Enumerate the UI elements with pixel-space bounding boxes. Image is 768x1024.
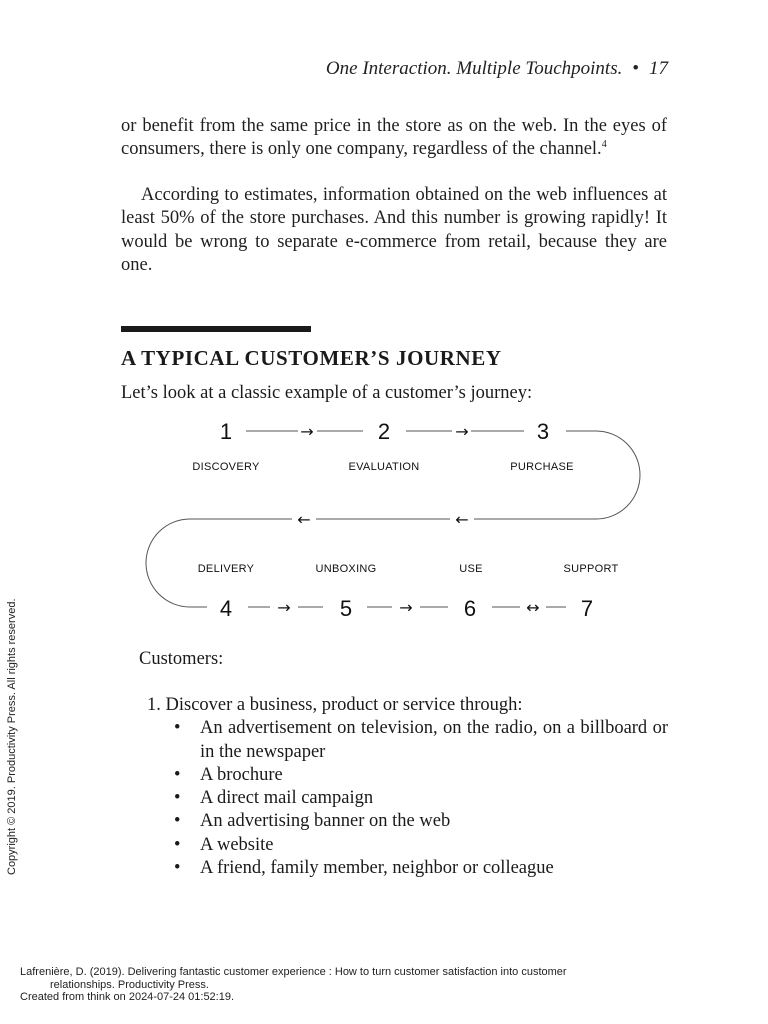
bullet-text: A friend, family member, neighbor or colleague — [200, 858, 554, 879]
citation-line-2: relationships. Productivity Press. — [50, 978, 209, 991]
customers-label: Customers: — [139, 649, 224, 669]
list-item-text: Discover a business, product or service through: — [165, 695, 523, 715]
side-copyright-notice: Copyright © 2019. Productivity Press. All rights reserved. — [6, 598, 18, 875]
journey-step-label-3: PURCHASE — [510, 461, 574, 473]
journey-connectors — [146, 431, 640, 607]
bullet-item — [147, 764, 668, 787]
arrow-both-icon: ↔ — [526, 598, 540, 617]
paragraph-1-text: or benefit from the same price in the store as on the web. In the eyes of consumers, there is only one company, regardless of the channel. — [121, 116, 667, 160]
bullet-icon: • — [174, 788, 181, 809]
journey-step-label-5: UNBOXING — [315, 563, 377, 575]
bullet-item — [147, 810, 668, 833]
arrow-right-icon: → — [399, 598, 413, 617]
citation-line-1: Lafrenière, D. (2019). Delivering fantastic customer experience : How to turn customer satisfaction into customer — [20, 966, 567, 978]
journey-step-number-3: 3 — [536, 419, 550, 444]
arrow-right-icon: → — [300, 422, 314, 441]
bullet-icon: • — [174, 858, 181, 879]
bullet-list — [147, 717, 668, 880]
journey-step-number-4: 4 — [219, 596, 233, 621]
footnote-marker: 4 — [601, 139, 607, 151]
bullet-icon: • — [174, 811, 181, 832]
discovery-list — [147, 694, 668, 880]
bullet-icon: • — [174, 718, 181, 739]
journey-step-number-2: 2 — [377, 419, 391, 444]
bullet-text: An advertising banner on the web — [200, 811, 451, 832]
bullet-text: A website — [200, 834, 274, 855]
bullet-icon: • — [174, 764, 181, 785]
journey-step-label-1: DISCOVERY — [192, 461, 260, 473]
bullet-icon: • — [174, 834, 181, 855]
journey-step-number-7: 7 — [580, 596, 594, 621]
bullet-item — [147, 717, 668, 764]
running-head-title: One Interaction. Multiple Touchpoints. — [325, 58, 623, 79]
paragraph-2: According to estimates, information obtained on the web influences at least 50% of the store purchases. And this number is growing rapidly! It would be wrong to separate e-commerce from retail, because they are one. — [121, 185, 667, 275]
journey-step-label-7: SUPPORT — [563, 563, 619, 575]
bullet-item — [147, 834, 668, 857]
arrow-right-icon: → — [277, 598, 291, 617]
section-heading: A TYPICAL CUSTOMER’S JOURNEY — [121, 346, 502, 370]
arrow-left-icon: ← — [455, 510, 469, 529]
bullet-item — [147, 857, 668, 880]
page-number: 17 — [649, 58, 668, 79]
journey-step-number-5: 5 — [339, 596, 353, 621]
citation-footer — [20, 966, 567, 1004]
arrow-right-icon: → — [455, 422, 469, 441]
bullet-text: An advertisement on television, on the radio, on a billboard or in the newspaper — [200, 718, 668, 762]
journey-step-label-6: USE — [459, 563, 483, 575]
bullet-item — [147, 787, 668, 810]
list-item-marker: 1. — [147, 695, 161, 715]
section-intro: Let’s look at a classic example of a customer’s journey: — [121, 383, 533, 403]
citation-line-3: Created from think on 2024-07-24 01:52:19. — [20, 991, 235, 1003]
bullet-text: A direct mail campaign — [200, 788, 374, 809]
journey-step-number-6: 6 — [463, 596, 477, 621]
bullet-text: A brochure — [200, 764, 283, 785]
journey-step-label-4: DELIVERY — [197, 563, 255, 575]
list-item-1 — [147, 694, 668, 717]
running-head-bullet: • — [632, 58, 639, 79]
journey-step-label-2: EVALUATION — [348, 461, 420, 473]
journey-step-number-1: 1 — [219, 419, 233, 444]
arrow-left-icon: ← — [297, 510, 311, 529]
